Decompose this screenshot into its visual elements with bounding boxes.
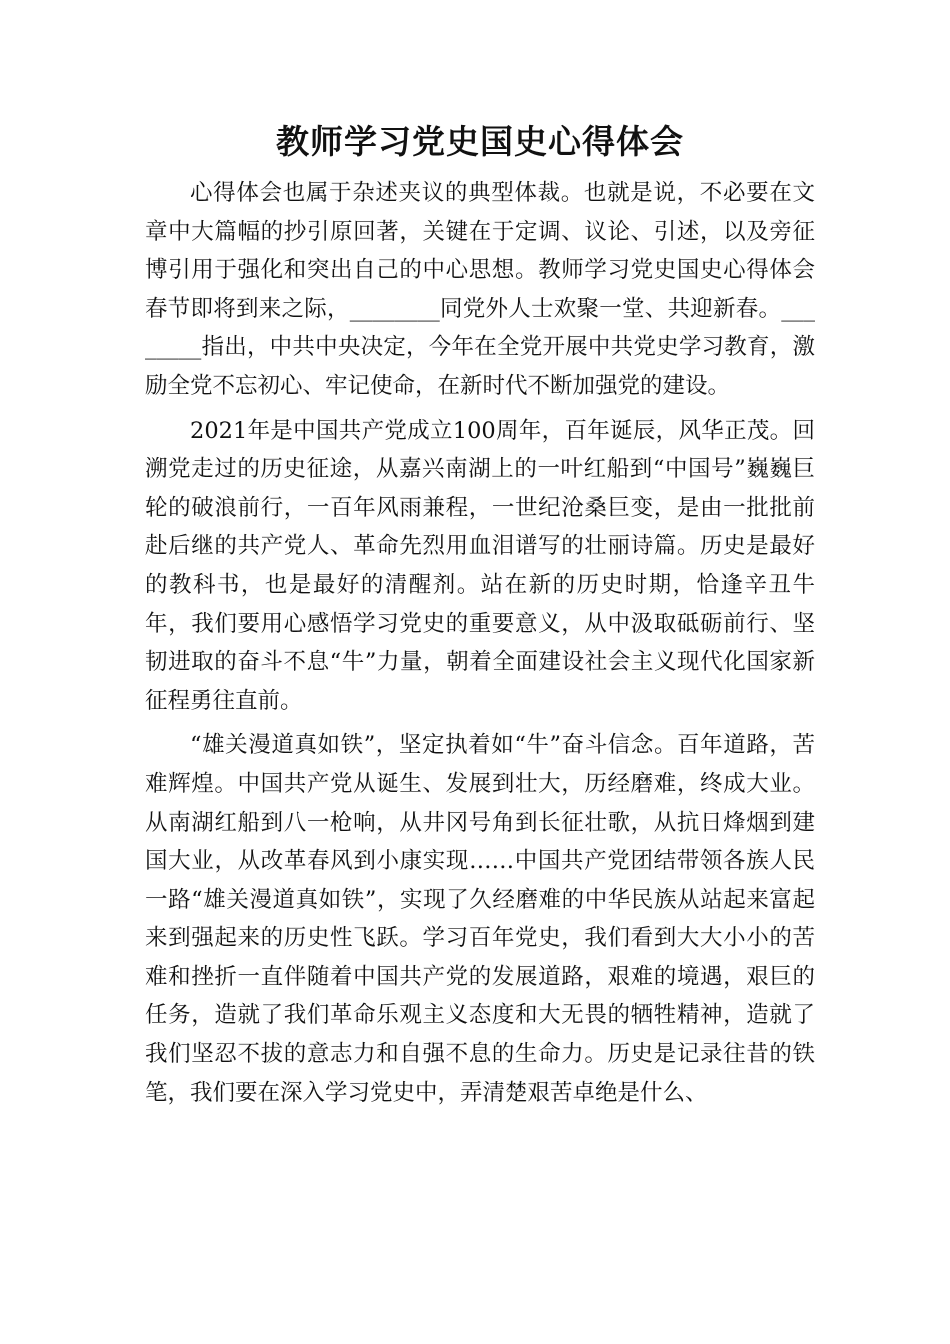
document-page bbox=[145, 116, 815, 1118]
paragraph-struggle: “雄关漫道真如铁”，坚定执着如“牛”奋斗信念。百年道路，苦难辉煌。中国共产党从诞生、发展到壮大，历经磨难，终成大业。从南湖红船到八一枪响，从井冈号角到长征壮歌，从抗日烽烟到建国大业，从改革春风到小康实现……中国共产党团结带领各族人民一路“雄关漫道真如铁”，实现了久经磨难的中华民族从站起来富起来到强起来的历史性飞跃。学习百年党史，我们看到大大小小的苦难和挫折一直伴随着中国共产党的发展道路，艰难的境遇，艰巨的任务，造就了我们革命乐观主义态度和大无畏的牺牲精神，造就了我们坚忍不拔的意志力和自强不息的生命力。历史是记录往昔的铁笔，我们要在深入学习党史中，弄清楚艰苦卓绝是什么、 bbox=[145, 732, 815, 1106]
paragraph-centenary: 2021年是中国共产党成立100周年，百年诞辰，风华正茂。回溯党走过的历史征途，从嘉兴南湖上的一叶红船到“中国号”巍巍巨轮的破浪前行，一百年风雨兼程，一世纪沧桑巨变，是由一批批前赴后继的共产党人、革命先烈用血泪谱写的壮丽诗篇。历史是最好的教科书，也是最好的清醒剂。站在新的历史时期，恰逢辛丑牛年，我们要用心感悟学习党史的重要意义，从中汲取砥砺前行、坚韧进取的奋斗不息“牛”力量，朝着全面建设社会主义现代化国家新征程勇往直前。 bbox=[145, 417, 815, 714]
document-title: 教师学习党史国史心得体会 bbox=[276, 122, 684, 161]
paragraph-intro: 心得体会也属于杂述夹议的典型体裁。也就是说，不必要在文章中大篇幅的抄引原回著，关键在于定调、议论、引述，以及旁征博引用于强化和突出自己的中心思想。教师学习党史国史心得体会春节即将到来之际，________同党外人士欢聚一堂、共迎新春。________指出，中共中央决定，今年在全党开展中共党史学习教育，激励全党不忘初心、牢记使命，在新时代不断加强党的建设。 bbox=[145, 180, 815, 399]
